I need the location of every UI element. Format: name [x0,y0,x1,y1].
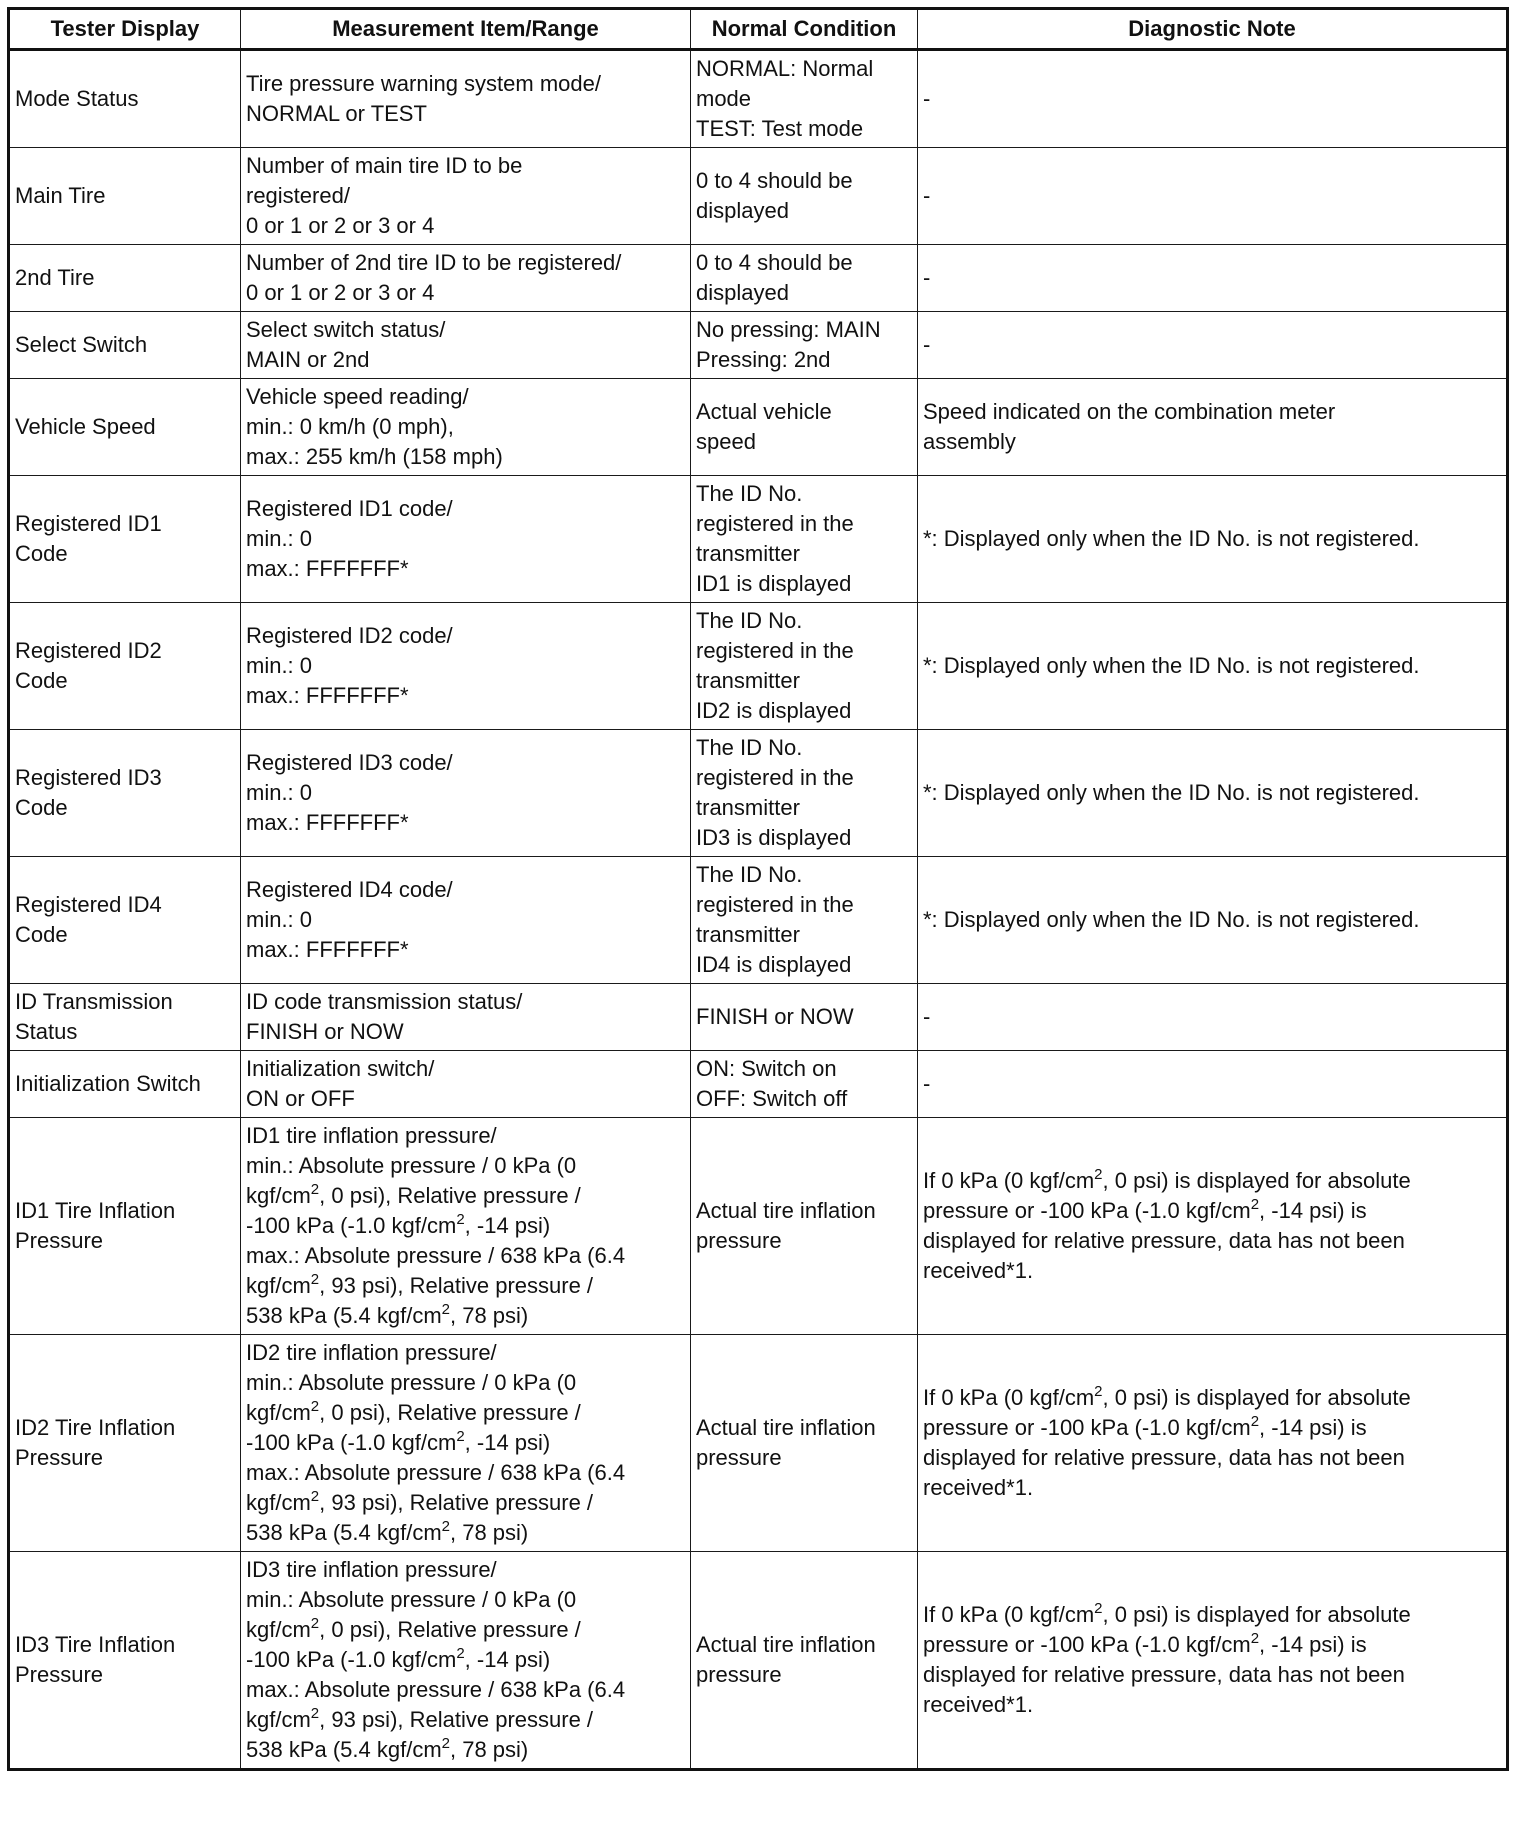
note-line: , -14 psi) is [1259,1632,1367,1657]
data-list-table [7,7,1509,1771]
superscript: 2 [310,1271,320,1288]
header-normal-condition: Normal Condition [691,9,918,50]
header-measurement-item: Measurement Item/Range [241,9,691,50]
range-line: , 93 psi), Relative pressure / [319,1707,594,1732]
header-tester-display: Tester Display [9,9,241,50]
tester-display-cell: ID Transmission Status [9,984,241,1051]
range-line: kgf/cm [246,1490,311,1515]
tester-display-cell: Registered ID1 Code [9,476,241,603]
table-row [9,1051,1508,1118]
table-row [9,50,1508,148]
diagnostic-note-cell: - [918,312,1508,379]
range-line: min.: Absolute pressure / 0 kPa (0 [246,1587,577,1612]
normal-condition-cell: Actual vehicle speed [691,379,918,476]
measurement-range-cell: Number of main tire ID to be registered/ 0 or 1 or 2 or 3 or 4 [241,148,691,245]
header-diagnostic-note: Diagnostic Note [918,9,1508,50]
superscript: 2 [1250,1196,1260,1213]
normal-condition-cell: ON: Switch on OFF: Switch off [691,1051,918,1118]
superscript: 2 [1094,1383,1103,1400]
range-line: , 93 psi), Relative pressure / [319,1273,594,1298]
superscript: 2 [456,1428,465,1445]
normal-condition-cell: Actual tire inflation pressure [691,1552,918,1770]
note-line: displayed for relative pressure, data has not been [923,1662,1405,1687]
range-line: max.: Absolute pressure / 638 kPa (6.4 [246,1677,626,1702]
superscript: 2 [456,1211,465,1228]
note-line: , -14 psi) is [1259,1415,1367,1440]
normal-condition-cell: The ID No. registered in the transmitter ID2 is displayed [691,603,918,730]
tester-display-cell: ID3 Tire Inflation Pressure [9,1552,241,1770]
header-row [9,9,1508,50]
diagnostic-note-cell [918,1552,1508,1770]
tester-display-cell: ID2 Tire Inflation Pressure [9,1335,241,1552]
superscript: 2 [310,1488,320,1505]
normal-condition-cell: The ID No. registered in the transmitter ID4 is displayed [691,857,918,984]
measurement-range-cell: Registered ID1 code/ min.: 0 max.: FFFFFFF* [241,476,691,603]
normal-condition-cell: 0 to 4 should be displayed [691,148,918,245]
range-line: , 0 psi), Relative pressure / [319,1400,581,1425]
range-line: kgf/cm [246,1273,311,1298]
measurement-range-cell: Select switch status/ MAIN or 2nd [241,312,691,379]
table-row [9,603,1508,730]
normal-condition-cell: The ID No. registered in the transmitter ID1 is displayed [691,476,918,603]
diagnostic-note-cell: *: Displayed only when the ID No. is not registered. [918,857,1508,984]
note-line: If 0 kPa (0 kgf/cm [923,1385,1095,1410]
diagnostic-note-cell: *: Displayed only when the ID No. is not registered. [918,603,1508,730]
superscript: 2 [441,1301,450,1318]
tester-display-cell: Select Switch [9,312,241,379]
table-row [9,1335,1508,1552]
range-line: 538 kPa (5.4 kgf/cm [246,1520,442,1545]
tester-display-cell: 2nd Tire [9,245,241,312]
range-line: ID2 tire inflation pressure/ [246,1340,497,1365]
range-line: , 78 psi) [450,1737,529,1762]
diagnostic-note-cell: - [918,50,1508,148]
range-line: , 0 psi), Relative pressure / [319,1617,581,1642]
range-line: -100 kPa (-1.0 kgf/cm [246,1213,457,1238]
note-line: , 0 psi) is displayed for absolute [1102,1385,1411,1410]
range-line: min.: Absolute pressure / 0 kPa (0 [246,1153,577,1178]
range-line: max.: Absolute pressure / 638 kPa (6.4 [246,1243,626,1268]
table-row [9,476,1508,603]
range-line: , 78 psi) [450,1520,529,1545]
superscript: 2 [310,1705,320,1722]
range-line: 538 kPa (5.4 kgf/cm [246,1303,442,1328]
tester-display-cell: Vehicle Speed [9,379,241,476]
table-row [9,312,1508,379]
range-line: , -14 psi) [464,1647,551,1672]
range-line: 538 kPa (5.4 kgf/cm [246,1737,442,1762]
diagnostic-note-cell: - [918,984,1508,1051]
note-line: If 0 kPa (0 kgf/cm [923,1602,1095,1627]
measurement-range-cell: ID code transmission status/ FINISH or NOW [241,984,691,1051]
table-row [9,857,1508,984]
note-line: displayed for relative pressure, data has not been [923,1228,1405,1253]
measurement-range-cell: Vehicle speed reading/ min.: 0 km/h (0 mph), max.: 255 km/h (158 mph) [241,379,691,476]
range-line: , -14 psi) [464,1430,551,1455]
measurement-range-cell: Registered ID4 code/ min.: 0 max.: FFFFFFF* [241,857,691,984]
superscript: 2 [310,1615,320,1632]
table-row [9,148,1508,245]
note-line: received*1. [923,1475,1034,1500]
normal-condition-cell: The ID No. registered in the transmitter ID3 is displayed [691,730,918,857]
note-line: displayed for relative pressure, data has not been [923,1445,1405,1470]
measurement-range-cell [241,1335,691,1552]
note-line: received*1. [923,1258,1034,1283]
superscript: 2 [1250,1413,1260,1430]
note-line: If 0 kPa (0 kgf/cm [923,1168,1095,1193]
measurement-range-cell [241,1118,691,1335]
range-line: ID1 tire inflation pressure/ [246,1123,497,1148]
measurement-range-cell: Number of 2nd tire ID to be registered/ 0 or 1 or 2 or 3 or 4 [241,245,691,312]
tester-display-cell: Registered ID2 Code [9,603,241,730]
diagnostic-note-cell: Speed indicated on the combination meter assembly [918,379,1508,476]
tester-display-cell: Registered ID3 Code [9,730,241,857]
superscript: 2 [310,1398,320,1415]
range-line: ID3 tire inflation pressure/ [246,1557,497,1582]
tester-display-cell: Registered ID4 Code [9,857,241,984]
tester-display-cell: Initialization Switch [9,1051,241,1118]
table-row [9,1118,1508,1335]
range-line: , 78 psi) [450,1303,529,1328]
superscript: 2 [441,1518,450,1535]
tester-display-cell: Mode Status [9,50,241,148]
range-line: kgf/cm [246,1707,311,1732]
measurement-range-cell [241,1552,691,1770]
range-line: , -14 psi) [464,1213,551,1238]
measurement-range-cell: Initialization switch/ ON or OFF [241,1051,691,1118]
note-line: , 0 psi) is displayed for absolute [1102,1168,1411,1193]
note-line: pressure or -100 kPa (-1.0 kgf/cm [923,1198,1251,1223]
diagnostic-note-cell: *: Displayed only when the ID No. is not registered. [918,730,1508,857]
superscript: 2 [310,1181,320,1198]
range-line: , 93 psi), Relative pressure / [319,1490,594,1515]
normal-condition-cell: Actual tire inflation pressure [691,1335,918,1552]
table-row [9,245,1508,312]
normal-condition-cell: Actual tire inflation pressure [691,1118,918,1335]
measurement-range-cell: Tire pressure warning system mode/ NORMAL or TEST [241,50,691,148]
table-row [9,379,1508,476]
note-line: pressure or -100 kPa (-1.0 kgf/cm [923,1632,1251,1657]
superscript: 2 [441,1735,450,1752]
range-line: min.: Absolute pressure / 0 kPa (0 [246,1370,577,1395]
diagnostic-note-cell [918,1335,1508,1552]
normal-condition-cell: NORMAL: Normal mode TEST: Test mode [691,50,918,148]
table-row [9,1552,1508,1770]
range-line: kgf/cm [246,1617,311,1642]
measurement-range-cell: Registered ID3 code/ min.: 0 max.: FFFFFFF* [241,730,691,857]
note-line: , 0 psi) is displayed for absolute [1102,1602,1411,1627]
range-line: -100 kPa (-1.0 kgf/cm [246,1430,457,1455]
table-row [9,984,1508,1051]
normal-condition-cell: 0 to 4 should be displayed [691,245,918,312]
diagnostic-note-cell: - [918,245,1508,312]
note-line: , -14 psi) is [1259,1198,1367,1223]
superscript: 2 [1094,1600,1103,1617]
tester-display-cell: Main Tire [9,148,241,245]
measurement-range-cell: Registered ID2 code/ min.: 0 max.: FFFFFFF* [241,603,691,730]
diagnostic-note-cell: *: Displayed only when the ID No. is not registered. [918,476,1508,603]
superscript: 2 [1094,1166,1103,1183]
diagnostic-note-cell: - [918,1051,1508,1118]
diagnostic-note-cell [918,1118,1508,1335]
normal-condition-cell: FINISH or NOW [691,984,918,1051]
normal-condition-cell: No pressing: MAIN Pressing: 2nd [691,312,918,379]
superscript: 2 [456,1645,465,1662]
range-line: kgf/cm [246,1183,311,1208]
note-line: pressure or -100 kPa (-1.0 kgf/cm [923,1415,1251,1440]
table-row [9,730,1508,857]
range-line: , 0 psi), Relative pressure / [319,1183,581,1208]
range-line: kgf/cm [246,1400,311,1425]
diagnostic-note-cell: - [918,148,1508,245]
range-line: max.: Absolute pressure / 638 kPa (6.4 [246,1460,626,1485]
superscript: 2 [1250,1630,1260,1647]
range-line: -100 kPa (-1.0 kgf/cm [246,1647,457,1672]
note-line: received*1. [923,1692,1034,1717]
tester-display-cell: ID1 Tire Inflation Pressure [9,1118,241,1335]
